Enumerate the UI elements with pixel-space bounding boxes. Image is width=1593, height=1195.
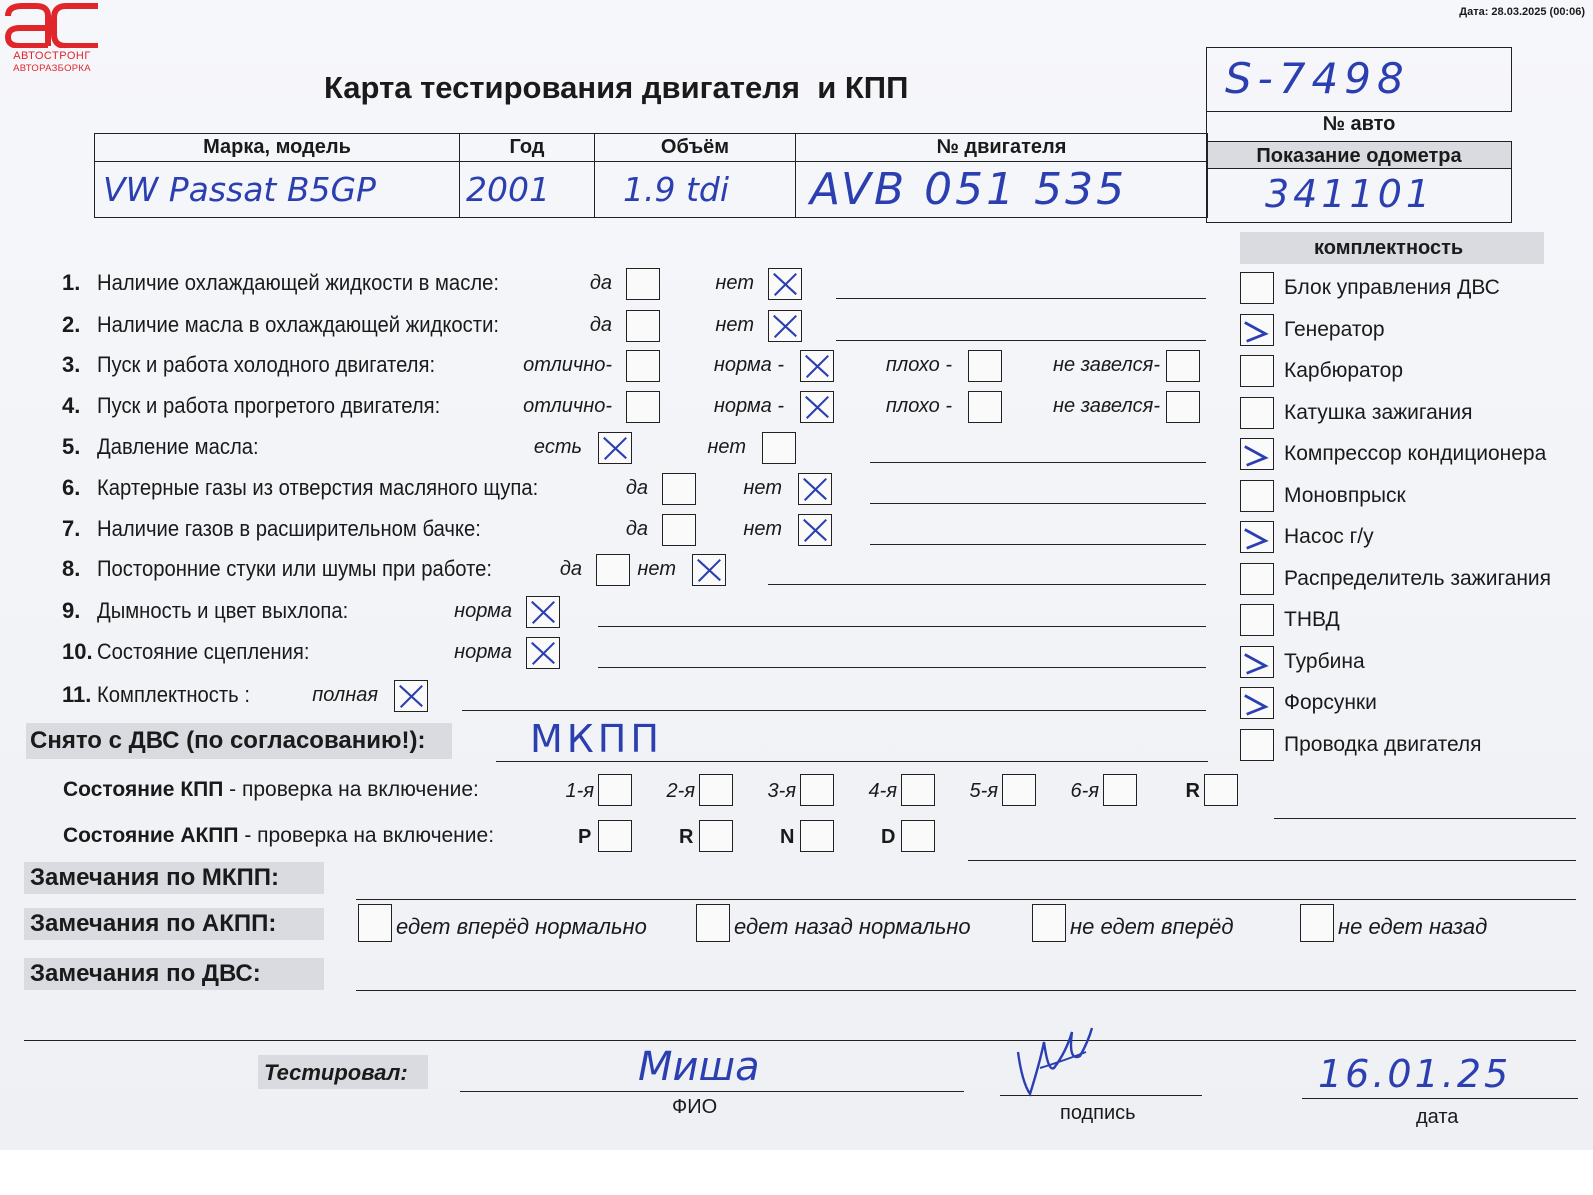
col-year: Год bbox=[460, 134, 595, 162]
gear-checkbox[interactable] bbox=[1103, 774, 1137, 806]
gear-label: R bbox=[1185, 780, 1200, 802]
question-option-label: норма bbox=[454, 641, 512, 663]
check-mark-icon bbox=[1241, 647, 1273, 677]
check-mark-icon bbox=[1241, 522, 1273, 552]
akpp-position-checkbox[interactable] bbox=[699, 820, 733, 852]
gear-checkbox[interactable] bbox=[598, 774, 632, 806]
question-option-label: да bbox=[625, 518, 648, 540]
fio-line bbox=[460, 1091, 964, 1092]
gear-checkbox[interactable] bbox=[1002, 774, 1036, 806]
completeness-item-label: Насос г/у bbox=[1284, 525, 1374, 548]
question-option-label: норма - bbox=[713, 395, 784, 417]
remarks-mkpp-line bbox=[356, 899, 1576, 900]
akpp-remark-label: едет назад нормально bbox=[734, 914, 971, 939]
removed-line bbox=[496, 761, 1208, 762]
answer-line bbox=[462, 710, 1206, 711]
question-option-label: да bbox=[559, 558, 582, 580]
gear-label: 5-я bbox=[969, 780, 998, 802]
signature-label: подпись bbox=[1060, 1102, 1136, 1124]
date-line bbox=[1302, 1098, 1578, 1099]
completeness-item-label: Карбюратор bbox=[1284, 359, 1404, 382]
model-value bbox=[95, 162, 460, 218]
question-option-label: да bbox=[625, 477, 648, 499]
date-value: 16.01.25 bbox=[1318, 1052, 1512, 1096]
question-option-label: норма - bbox=[713, 354, 784, 376]
answer-line bbox=[836, 340, 1206, 341]
question-text: Наличие масла в охлаждающей жидкости: bbox=[97, 312, 500, 337]
question-option-label: да bbox=[589, 314, 612, 336]
question-option-label: да bbox=[589, 272, 612, 294]
question-option-checkbox[interactable] bbox=[394, 680, 428, 712]
remarks-mkpp-label: Замечания по МКПП: bbox=[30, 864, 280, 891]
question-option-checkbox[interactable] bbox=[968, 350, 1002, 382]
question-number: 2. bbox=[62, 312, 81, 337]
akpp-line bbox=[968, 860, 1576, 861]
question-option-label: не завелся- bbox=[1053, 395, 1160, 417]
akpp-remark-checkbox[interactable] bbox=[1300, 904, 1334, 942]
akpp-label-bold: Состояние АКПП bbox=[63, 824, 239, 847]
year-value-text: 2001 bbox=[466, 170, 550, 209]
question-option-checkbox[interactable] bbox=[968, 391, 1002, 423]
check-mark-icon bbox=[1241, 315, 1273, 345]
year-value bbox=[460, 162, 595, 218]
gear-checkbox[interactable] bbox=[800, 774, 834, 806]
completeness-item-label: Блок управления ДВС bbox=[1284, 276, 1500, 299]
gear-label: 3-я bbox=[767, 780, 796, 802]
answer-line bbox=[870, 462, 1206, 463]
completeness-checkbox[interactable] bbox=[1240, 355, 1274, 387]
answer-line bbox=[870, 544, 1206, 545]
signature-mark-icon bbox=[1010, 1022, 1120, 1102]
completeness-item-label: Распределитель зажигания bbox=[1284, 566, 1552, 590]
akpp-position-checkbox[interactable] bbox=[598, 820, 632, 852]
gear-checkbox[interactable] bbox=[1204, 774, 1238, 806]
question-option-checkbox[interactable] bbox=[692, 554, 726, 586]
question-text: Комплектность : bbox=[97, 682, 250, 707]
question-text: Наличие охлаждающей жидкости в масле: bbox=[97, 270, 500, 295]
akpp-remark-label: не едет вперёд bbox=[1070, 914, 1234, 939]
question-number: 9. bbox=[62, 598, 81, 623]
car-number-label: № авто bbox=[1322, 113, 1396, 135]
completeness-item-label: Катушка зажигания bbox=[1284, 400, 1473, 424]
question-option-label: нет bbox=[743, 518, 782, 540]
question-option-label: полная bbox=[312, 684, 378, 706]
gear-label: 6-я bbox=[1070, 780, 1099, 802]
vehicle-table bbox=[94, 133, 1208, 218]
question-number: 3. bbox=[62, 352, 81, 377]
date-label: дата bbox=[1416, 1106, 1459, 1128]
check-mark-icon bbox=[693, 555, 725, 585]
remarks-dvs-line bbox=[356, 990, 1576, 991]
completeness-checkbox[interactable] bbox=[1240, 438, 1274, 470]
completeness-item-label: Проводка двигателя bbox=[1284, 732, 1482, 756]
question-number: 10. bbox=[62, 639, 93, 664]
completeness-item-label: ТНВД bbox=[1284, 608, 1340, 631]
check-mark-icon bbox=[799, 474, 831, 504]
completeness-item-label: Турбина bbox=[1284, 649, 1365, 673]
answer-line bbox=[870, 503, 1206, 504]
completeness-checkbox[interactable] bbox=[1240, 563, 1274, 595]
gear-label: 4-я bbox=[868, 780, 897, 802]
question-text: Наличие газов в расширительном бачке: bbox=[97, 516, 481, 541]
col-volume: Объём bbox=[595, 134, 796, 162]
page-title: Карта тестирования двигателя и КПП bbox=[324, 70, 909, 105]
answer-line bbox=[768, 584, 1206, 585]
akpp-remark-checkbox[interactable] bbox=[358, 904, 392, 942]
question-option-checkbox[interactable] bbox=[762, 432, 796, 464]
gear-checkbox[interactable] bbox=[699, 774, 733, 806]
question-option-label: не завелся- bbox=[1053, 354, 1160, 376]
completeness-checkbox[interactable] bbox=[1240, 272, 1274, 304]
question-option-checkbox[interactable] bbox=[1166, 350, 1200, 382]
akpp-label bbox=[63, 824, 494, 848]
question-number: 4. bbox=[62, 393, 81, 418]
completeness-checkbox[interactable] bbox=[1240, 729, 1274, 761]
question-option-label: плохо - bbox=[885, 354, 952, 376]
tested-label: Тестировал: bbox=[264, 1060, 408, 1085]
akpp-position-checkbox[interactable] bbox=[901, 820, 935, 852]
question-option-checkbox[interactable] bbox=[526, 596, 560, 628]
odometer-label: Показание одометра bbox=[1206, 141, 1512, 169]
check-mark-icon bbox=[1241, 688, 1273, 718]
gear-label: 2-я bbox=[666, 780, 695, 802]
question-option-label: нет bbox=[743, 477, 782, 499]
question-text: Давление масла: bbox=[97, 434, 259, 459]
question-option-checkbox[interactable] bbox=[526, 637, 560, 669]
completeness-item-label: Форсунки bbox=[1284, 691, 1377, 714]
remarks-akpp-label: Замечания по АКПП: bbox=[30, 910, 277, 937]
akpp-remark-label: не едет назад bbox=[1338, 914, 1488, 939]
question-number: 6. bbox=[62, 475, 81, 500]
removed-value: МКПП bbox=[530, 717, 663, 761]
completeness-checkbox[interactable] bbox=[1240, 314, 1274, 346]
question-option-checkbox[interactable] bbox=[768, 268, 802, 300]
stock-number: S-7498 bbox=[1225, 54, 1410, 103]
logo-mark-icon bbox=[2, 2, 102, 48]
removed-label: Снято с ДВС (по согласованию!): bbox=[30, 727, 426, 754]
autostrong-logo bbox=[0, 0, 104, 76]
question-number: 8. bbox=[62, 556, 81, 581]
akpp-position-label: D bbox=[881, 826, 896, 848]
question-text: Посторонние стуки или шумы при работе: bbox=[97, 556, 493, 581]
volume-value bbox=[595, 162, 796, 218]
odometer-value-box bbox=[1206, 168, 1512, 223]
akpp-remark-label: едет вперёд нормально bbox=[396, 914, 647, 939]
question-number: 7. bbox=[62, 516, 81, 541]
check-mark-icon bbox=[395, 681, 427, 711]
volume-value-text: 1.9 tdi bbox=[623, 170, 730, 209]
akpp-remark-checkbox[interactable] bbox=[696, 904, 730, 942]
completeness-title: комплектность bbox=[1314, 237, 1464, 259]
check-mark-icon bbox=[1241, 439, 1273, 469]
question-option-label: отлично- bbox=[523, 395, 612, 417]
kpp-label-rest: - проверка на включение: bbox=[223, 778, 479, 801]
completeness-checkbox[interactable] bbox=[1240, 397, 1274, 429]
completeness-item-label: Моновпрыск bbox=[1284, 483, 1406, 507]
kpp-label-bold: Состояние КПП bbox=[63, 778, 224, 801]
question-option-checkbox[interactable] bbox=[798, 473, 832, 505]
answer-line bbox=[836, 298, 1206, 299]
completeness-item-label: Компрессор кондиционера bbox=[1284, 442, 1547, 465]
completeness-checkbox[interactable] bbox=[1240, 604, 1274, 636]
question-option-label: отлично- bbox=[523, 354, 612, 376]
completeness-checkbox[interactable] bbox=[1240, 480, 1274, 512]
answer-line bbox=[598, 667, 1206, 668]
engine-no-value-text: AVB 051 535 bbox=[810, 164, 1128, 215]
question-option-checkbox[interactable] bbox=[1166, 391, 1200, 423]
question-text: Картерные газы из отверстия масляного щупа: bbox=[97, 475, 539, 500]
completeness-checkbox[interactable] bbox=[1240, 687, 1274, 719]
question-option-label: норма bbox=[454, 600, 512, 622]
col-engine-no: № двигателя bbox=[796, 134, 1208, 162]
remarks-extra-line bbox=[24, 1040, 1576, 1041]
check-mark-icon bbox=[769, 269, 801, 299]
akpp-position-checkbox[interactable] bbox=[800, 820, 834, 852]
torn-edge bbox=[0, 1150, 1593, 1195]
akpp-label-rest: - проверка на включение: bbox=[238, 824, 495, 847]
remarks-dvs-label: Замечания по ДВС: bbox=[30, 960, 261, 987]
akpp-position-label: P bbox=[578, 826, 592, 848]
fio-label: ФИО bbox=[672, 1096, 718, 1118]
date-stamp: Дата: 28.03.2025 (00:06) bbox=[1459, 6, 1585, 18]
completeness-checkbox[interactable] bbox=[1240, 646, 1274, 678]
question-option-label: нет bbox=[707, 436, 746, 458]
check-mark-icon bbox=[527, 597, 559, 627]
akpp-position-label: N bbox=[780, 826, 795, 848]
answer-line bbox=[598, 626, 1206, 627]
gear-label: 1-я bbox=[565, 780, 594, 802]
question-text: Состояние сцепления: bbox=[97, 639, 310, 664]
question-option-checkbox[interactable] bbox=[768, 310, 802, 342]
kpp-label bbox=[63, 778, 479, 802]
question-option-label: нет bbox=[715, 314, 754, 336]
question-option-label: есть bbox=[533, 436, 582, 458]
kpp-line bbox=[1274, 818, 1576, 819]
check-mark-icon bbox=[799, 515, 831, 545]
question-option-label: плохо - bbox=[885, 395, 952, 417]
question-number: 11. bbox=[62, 682, 92, 707]
logo-name: АВТОСТРОНГ bbox=[13, 50, 91, 62]
fio-value: Миша bbox=[638, 1044, 760, 1090]
question-option-checkbox[interactable] bbox=[798, 514, 832, 546]
question-option-label: нет bbox=[715, 272, 754, 294]
col-model: Марка, модель bbox=[95, 134, 460, 162]
question-text: Пуск и работа холодного двигателя: bbox=[97, 352, 436, 377]
check-mark-icon bbox=[527, 638, 559, 668]
completeness-item-label: Генератор bbox=[1284, 317, 1385, 341]
odometer-value: 341101 bbox=[1265, 172, 1435, 216]
check-mark-icon bbox=[769, 311, 801, 341]
logo-subtitle: АВТОРАЗБОРКА bbox=[13, 63, 91, 74]
model-value-text: VW Passat B5GP bbox=[103, 170, 376, 209]
completeness-checkbox[interactable] bbox=[1240, 521, 1274, 553]
gear-checkbox[interactable] bbox=[901, 774, 935, 806]
question-number: 1. bbox=[62, 270, 81, 295]
question-number: 5. bbox=[62, 434, 81, 459]
engine-no-value bbox=[796, 162, 1208, 218]
question-text: Пуск и работа прогретого двигателя: bbox=[97, 393, 441, 418]
question-option-label: нет bbox=[637, 558, 676, 580]
akpp-remark-checkbox[interactable] bbox=[1032, 904, 1066, 942]
question-text: Дымность и цвет выхлопа: bbox=[97, 598, 349, 623]
stock-number-box bbox=[1206, 47, 1512, 112]
akpp-position-label: R bbox=[679, 826, 694, 848]
